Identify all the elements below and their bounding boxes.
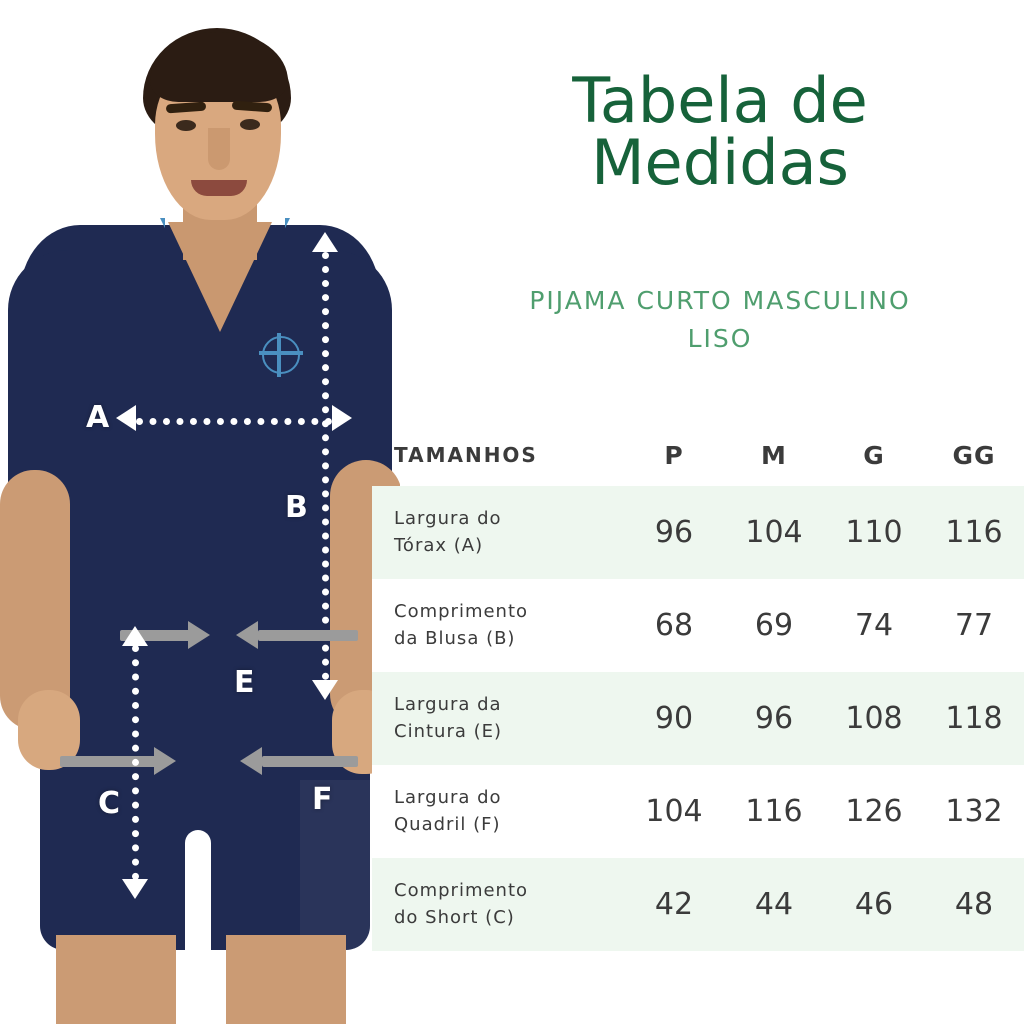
cell-hip-gg: 132 xyxy=(924,765,1024,858)
measurements-table xyxy=(372,424,1024,951)
measure-a-label: A xyxy=(86,400,110,435)
measure-e-bar-right xyxy=(258,630,358,641)
cell-shorts-length-p: 42 xyxy=(624,858,724,951)
table-header-size-p: P xyxy=(664,440,684,470)
page-title xyxy=(430,64,1010,199)
cell-shirt-length-m: 69 xyxy=(724,579,824,672)
cell-hip-p: 104 xyxy=(624,765,724,858)
measure-c-line xyxy=(132,645,139,880)
row-label-line2: da Blusa (B) xyxy=(394,627,516,649)
cell-waist-g: 108 xyxy=(824,672,924,765)
cell-chest-m: 104 xyxy=(724,486,824,579)
cell-shorts-length-gg: 48 xyxy=(924,858,1024,951)
measure-f-arrow-left xyxy=(240,747,262,775)
cell-shirt-length-g: 74 xyxy=(824,579,924,672)
measure-f-arrow-right xyxy=(154,747,176,775)
table-row xyxy=(372,486,1024,579)
cell-chest-p: 96 xyxy=(624,486,724,579)
table-header-row xyxy=(372,424,1024,486)
row-label-chest-width xyxy=(372,486,624,579)
measure-a-arrow-right xyxy=(332,405,352,431)
measure-e-arrow-left xyxy=(236,621,258,649)
model-photo xyxy=(0,0,400,1024)
measure-e-arrow-right xyxy=(188,621,210,649)
row-label-line2: Tórax (A) xyxy=(394,534,484,556)
row-label-line1: Largura do xyxy=(394,508,502,530)
row-label-shorts-length xyxy=(372,858,624,951)
table-header-sizes-label: TAMANHOS xyxy=(394,443,538,467)
row-label-line1: Comprimento xyxy=(394,601,529,623)
model-left-leg xyxy=(56,935,176,1024)
table-header-size-g: G xyxy=(863,440,885,470)
row-label-line2: do Short (C) xyxy=(394,906,515,928)
row-label-shirt-length xyxy=(372,579,624,672)
table-header-size-m: M xyxy=(761,440,787,470)
table-row xyxy=(372,579,1024,672)
table-row xyxy=(372,765,1024,858)
cell-waist-m: 96 xyxy=(724,672,824,765)
cell-shorts-length-m: 44 xyxy=(724,858,824,951)
cell-hip-m: 116 xyxy=(724,765,824,858)
cell-chest-gg: 116 xyxy=(924,486,1024,579)
model-right-leg xyxy=(226,935,346,1024)
page-subtitle xyxy=(430,282,1010,357)
row-label-line2: Quadril (F) xyxy=(394,813,501,835)
brand-emblem-icon xyxy=(262,336,300,374)
cell-hip-g: 126 xyxy=(824,765,924,858)
measure-f-bar-left xyxy=(60,756,156,767)
page-title-line2: Medidas xyxy=(591,126,849,199)
shorts-center-split xyxy=(185,830,211,955)
cell-waist-gg: 118 xyxy=(924,672,1024,765)
measure-c-arrow-down xyxy=(122,879,148,899)
row-label-line2: Cintura (E) xyxy=(394,720,503,742)
measure-a-arrow-left xyxy=(116,405,136,431)
measure-f-bar-right xyxy=(262,756,358,767)
model-mouth xyxy=(191,180,247,196)
measure-e-label: E xyxy=(234,665,255,700)
measure-b-arrow-up xyxy=(312,232,338,252)
table-header-size-gg: GG xyxy=(952,440,996,470)
measure-a-line xyxy=(136,418,332,425)
page-subtitle-line1: PIJAMA CURTO MASCULINO xyxy=(529,286,911,315)
measure-b-line xyxy=(322,252,329,680)
row-label-line1: Comprimento xyxy=(394,880,529,902)
row-label-line1: Largura do xyxy=(394,787,502,809)
page-title-line1: Tabela de xyxy=(572,64,868,137)
row-label-hip-width xyxy=(372,765,624,858)
cell-shirt-length-p: 68 xyxy=(624,579,724,672)
model-left-eye xyxy=(176,120,196,131)
page-subtitle-line2: LISO xyxy=(687,323,753,353)
measure-b-arrow-down xyxy=(312,680,338,700)
cell-chest-g: 110 xyxy=(824,486,924,579)
cell-shorts-length-g: 46 xyxy=(824,858,924,951)
cell-waist-p: 90 xyxy=(624,672,724,765)
table-row xyxy=(372,672,1024,765)
row-label-waist-width xyxy=(372,672,624,765)
row-label-line1: Largura da xyxy=(394,694,502,716)
measure-b-label: B xyxy=(285,490,308,525)
measure-c-label: C xyxy=(98,786,121,821)
cell-shirt-length-gg: 77 xyxy=(924,579,1024,672)
model-right-eye xyxy=(240,119,260,130)
measure-c-arrow-up xyxy=(122,626,148,646)
measure-f-label: F xyxy=(312,782,333,817)
model-nose xyxy=(208,128,230,170)
table-row xyxy=(372,858,1024,951)
